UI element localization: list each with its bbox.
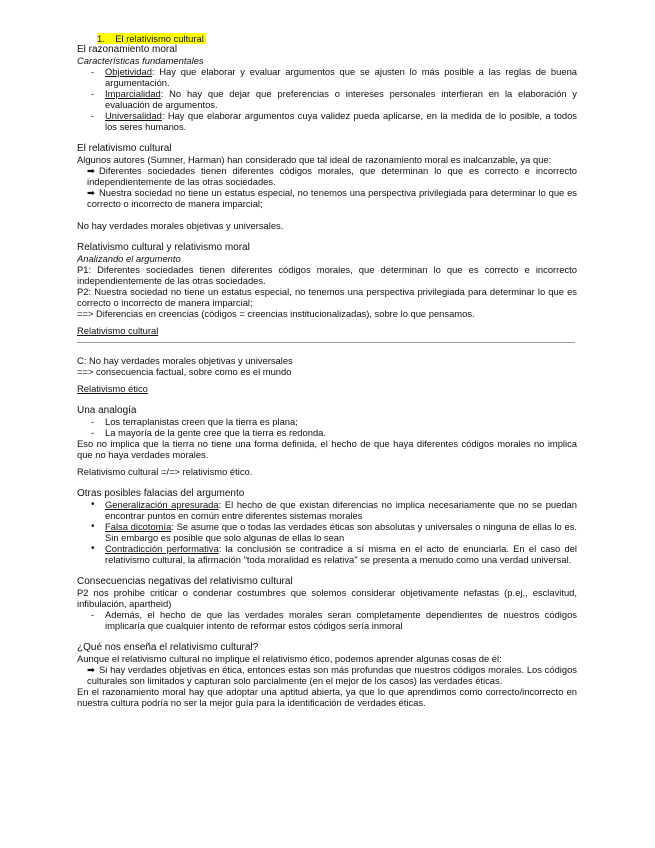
section-title: 1. El relativismo cultural [97,33,204,44]
arrow-icon: ➡ [87,187,95,198]
heading-consecuencias: Consecuencias negativas del relativismo cultural [77,576,293,587]
subheading-analizando: Analizando el argumento [77,253,181,264]
subheading-caracteristicas: Características fundamentales [77,55,204,66]
list-item-ademas: - Además, el hecho de que las verdades morales seran completamente dependientes de nuestros códigos implicaría que cualquier intento de reformar estos códigos sería inmoral [77,609,577,631]
heading-falacias: Otras posibles falacias del argumento [77,488,245,499]
paragraph-final: En el razonamiento moral hay que adoptar una aptitud abierta, ya que lo que aprendimos como correcto/incorrecto en nuestra cultura podría no ser la mejor guía para la identificación de verdades éticas. [77,686,577,708]
arrow-item-3: ➡ Si hay verdades objetivas en ética, entonces estas son más profundas que nuestros códigos morales. Los códigos culturales son limitados y capturan solo parcialmente (en el mejor de los casos) las verdades éticas. [87,664,577,686]
formula-line: Relativismo cultural =/=> relativismo ético. [77,466,253,477]
paragraph-ensena-intro: Aunque el relativismo cultural no implique el relativismo ético, podemos aprender algunas cosas de él: [77,653,502,664]
list-item-terraplanistas: - Los terraplanistas creen que la tierra es plana; [77,416,577,427]
paragraph-intro: Algunos autores (Sumner, Harman) han considerado que tal ideal de razonamiento moral es inalcanzable, ya que: [77,154,552,165]
heading-relativismo: El relativismo cultural [77,143,172,154]
heading-ensena: ¿Qué nos enseña el relativismo cultural? [77,642,259,653]
paragraph-analogia: Eso no implica que la tierra no tiene una forma definida, el hecho de que haya diferentes códigos morales no implica que no haya verdades morales. [77,438,577,460]
arrow-item-2: ➡ Nuestra sociedad no tiene un estatus especial, no tenemos una perspectiva privilegiada para determinar lo que es correcto o incorrecto de manera imparcial; [87,187,577,209]
premise-p1: P1: Diferentes sociedades tienen diferentes códigos morales, que determinan lo que es correcto e incorrecto independientemente de las otras sociedades. [77,264,577,286]
heading-analogia: Una analogía [77,405,137,416]
implication-line: ==> Diferencias en creencias (códigos = creencias institucionalizadas), sobre lo que pensamos. [77,308,475,319]
paragraph-conclusion: No hay verdades morales objetivas y universales. [77,220,284,231]
divider [77,342,575,343]
heading-razonamiento: El razonamiento moral [77,44,178,55]
list-item-universalidad: - Universalidad: Hay que elaborar argumentos cuya validez pueda aplicarse, en la medida de lo posible, a todos los seres humanos. [77,110,577,132]
paragraph-consecuencias: P2 nos prohibe criticar o condenar costumbres que solemos considerar objetivamente nefastas (p.ej., esclavitud, infibulación, apartheid) [77,587,577,609]
heading-argumento: Relativismo cultural y relativismo moral [77,242,250,253]
arrow-icon: ➡ [87,664,95,675]
arrow-item-1: ➡ Diferentes sociedades tienen diferentes códigos morales, que determinan lo que es correcto e incorrecto independientemente de las otras sociedades. [87,165,577,187]
bullet-contradiccion: • Contradicción performativa: la conclusión se contradice a sí misma en el acto de enunciarla. En el caso del relativismo cultural, la afirmación "toda moralidad es relativa" se presenta a menudo como una verdad universal. [77,543,577,565]
bullet-falsa-dicotomia: • Falsa dicotomía: Se asume que o todas las verdades éticas son absolutas y universales o ninguna de ellas lo es. Sin embargo es posible que solo algunas de ellas lo sean [77,521,577,543]
arrow-icon: ➡ [87,165,95,176]
bullet-generalizacion: • Generalización apresurada: El hecho de que existan diferencias no implica necesariamente que no se puedan encontrar puntos en común entre diferentes sistemas morales [77,499,577,521]
label-relativismo-cultural: Relativismo cultural [77,325,159,336]
conclusion-c: C: No hay verdades morales objetivas y universales [77,355,293,366]
premise-p2: P2: Nuestra sociedad no tiene un estatus especial, no tenemos una perspectiva privilegiada para determinar lo que es correcto o incorrecto de manera imparcial; [77,286,577,308]
document-content [77,33,577,708]
list-item-imparcialidad: - Imparcialidad: No hay que dejar que preferencias o intereses personales interfieran en la elaboración y evaluación de argumentos. [77,88,577,110]
consequence-line: ==> consecuencia factual, sobre como es el mundo [77,366,292,377]
list-item-objetividad: - Objetividad: Hay que elaborar y evaluar argumentos que se ajusten lo más posible a las reglas de buena argumentación. [77,66,577,88]
list-item-mayoria: - La mayoría de la gente cree que la tierra es redonda. [77,427,577,438]
label-relativismo-etico: Relativismo ético [77,383,148,394]
